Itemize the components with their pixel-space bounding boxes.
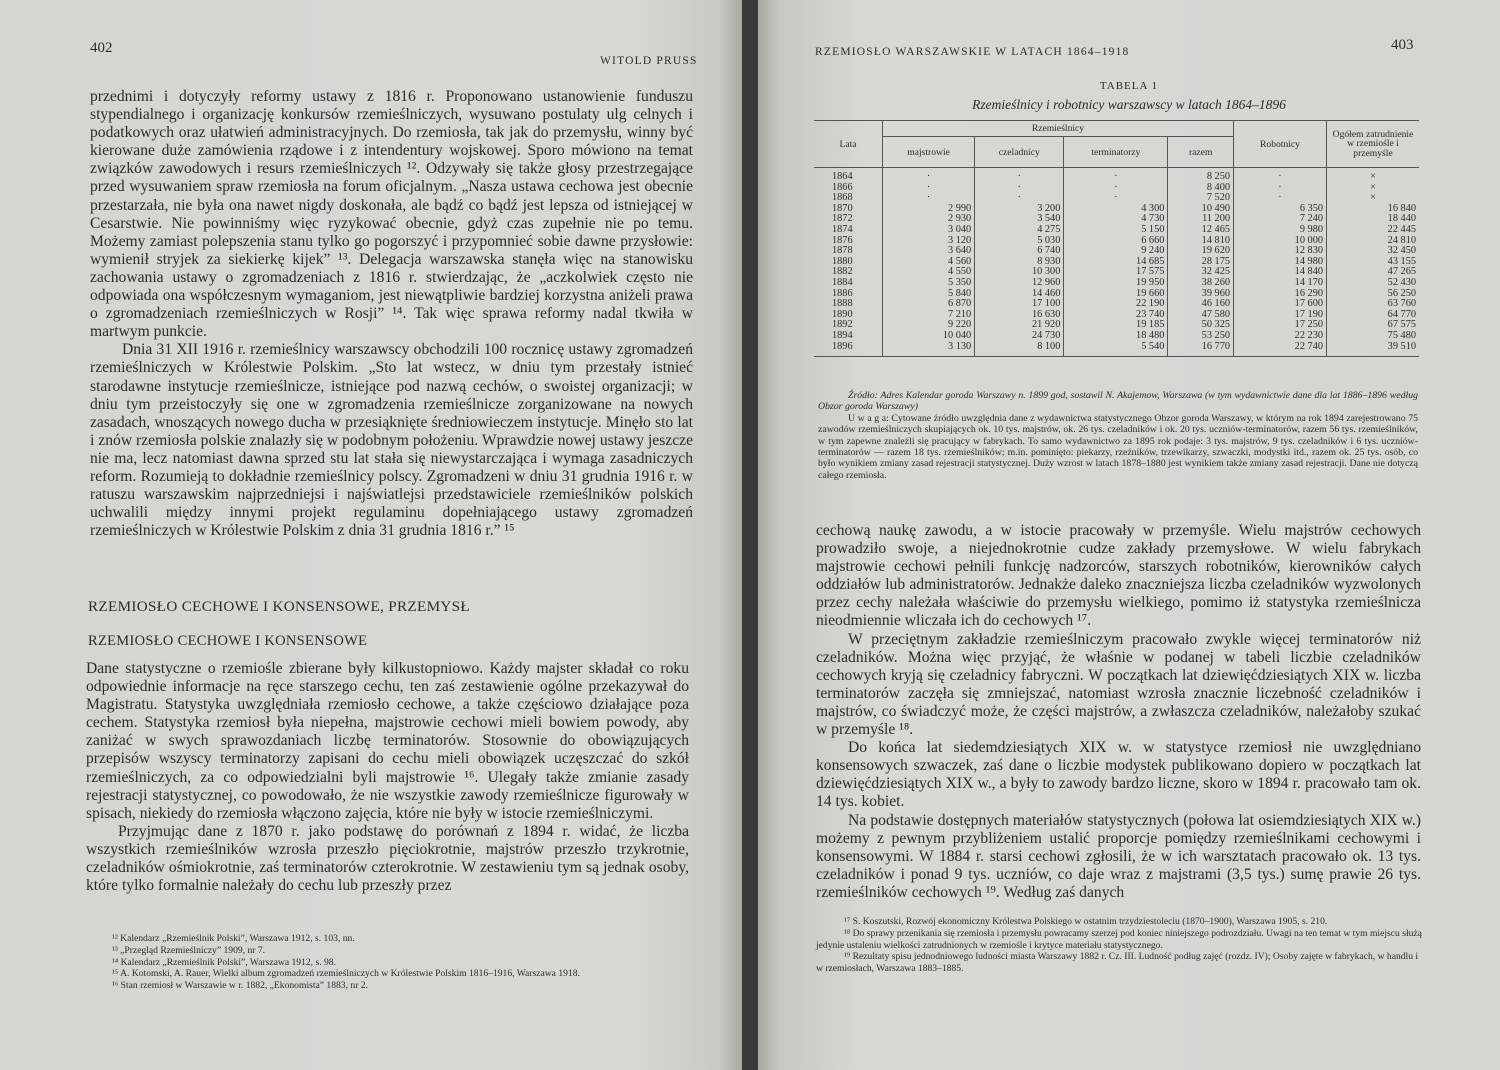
col-header-majstrowie: majstrowie bbox=[883, 137, 975, 168]
table-cell: · bbox=[975, 168, 1064, 183]
table-cell: 4 730 bbox=[1064, 214, 1168, 225]
table-cell: 8 250 bbox=[1168, 168, 1234, 183]
table-cell: 64 770 bbox=[1327, 310, 1420, 321]
table-cell: 1876 bbox=[832, 234, 853, 246]
table-cell: 24 810 bbox=[1327, 236, 1420, 247]
table-cell: · bbox=[975, 183, 1064, 194]
table-cell: 52 430 bbox=[1327, 278, 1420, 289]
table-cell: 6 870 bbox=[883, 299, 975, 310]
table-row bbox=[814, 320, 1419, 331]
table-cell: 17 100 bbox=[975, 299, 1064, 310]
table-cell: 9 240 bbox=[1064, 246, 1168, 257]
table-cell: 22 445 bbox=[1327, 225, 1420, 236]
table-title: Rzemieślnicy i robotnicy warszawscy w latach 1864–1896 bbox=[972, 97, 1286, 112]
col-header-lata: Lata bbox=[814, 121, 883, 168]
footnote: ¹⁵ A. Kotomski, A. Rauer, Wielki album zgromadzeń rzemieślniczych w Królestwie Polskim 1816–1916, Warszawa 1918. bbox=[112, 968, 580, 980]
table-cell: · bbox=[1064, 183, 1168, 194]
body-text bbox=[816, 522, 1421, 902]
table-cell: · bbox=[883, 183, 975, 194]
table-cell: 4 275 bbox=[975, 225, 1064, 236]
table-cell: 8 100 bbox=[975, 342, 1064, 357]
table-cell: 47 580 bbox=[1168, 310, 1234, 321]
table-cell: · bbox=[1234, 168, 1327, 183]
table-cell: · bbox=[1234, 183, 1327, 194]
stats-table bbox=[814, 120, 1419, 357]
table-cell: 3 040 bbox=[883, 225, 975, 236]
table-row bbox=[814, 342, 1419, 357]
table-cell: 21 920 bbox=[975, 320, 1064, 331]
table-cell: 5 840 bbox=[883, 289, 975, 300]
table-cell: 16 840 bbox=[1327, 204, 1420, 215]
table-cell: 50 325 bbox=[1168, 320, 1234, 331]
col-header-robotnicy: Robotnicy bbox=[1234, 121, 1327, 168]
section-heading: RZEMIOSŁO CECHOWE I KONSENSOWE, PRZEMYSŁ bbox=[88, 598, 470, 615]
table-cell: 56 250 bbox=[1327, 289, 1420, 300]
table-cell: 10 040 bbox=[883, 331, 975, 342]
table-cell: 14 460 bbox=[975, 289, 1064, 300]
table-cell: 10 300 bbox=[975, 267, 1064, 278]
footnotes bbox=[84, 933, 689, 992]
table-cell: · bbox=[883, 193, 975, 204]
table-cell: 53 250 bbox=[1168, 331, 1234, 342]
table-cell: 1888 bbox=[832, 298, 853, 310]
table-row bbox=[814, 236, 1419, 247]
paragraph: Do końca lat siedemdziesiątych XIX w. w statystyce rzemiosł nie uwzględniano konsensowych szwaczek, zaś dane o liczbie modystek publikowano dopiero w początkach lat dziewięćdziesiątych XIX w., a były to zawody bardzo liczne, skoro w 1894 r. pracowało tam ok. 14 tys. kobiet. bbox=[816, 739, 1421, 811]
running-head: WITOLD PRUSS bbox=[600, 55, 698, 67]
table-cell: 5 540 bbox=[1064, 342, 1168, 357]
table-cell: 1880 bbox=[832, 255, 853, 267]
table-cell: 5 150 bbox=[1064, 225, 1168, 236]
table-cell: × bbox=[1327, 193, 1420, 204]
table-cell: 22 190 bbox=[1064, 299, 1168, 310]
table-row bbox=[814, 168, 1419, 183]
table-cell: 7 240 bbox=[1234, 214, 1327, 225]
table-cell: 8 400 bbox=[1168, 183, 1234, 194]
table-cell: 18 440 bbox=[1327, 214, 1420, 225]
table-cell: 1872 bbox=[832, 213, 853, 225]
table-cell: 9 220 bbox=[883, 320, 975, 331]
table-cell: 10 490 bbox=[1168, 204, 1234, 215]
table-cell: 14 685 bbox=[1064, 257, 1168, 268]
table-cell: 1886 bbox=[832, 287, 853, 299]
paragraph: cechową naukę zawodu, a w istocie pracowały w przemyśle. Wielu majstrów cechowych prowadziło swoje, a niejednokrotnie cudze zakłady przemysłowe. W wielu fabrykach majstrowie cechowi pełnili funkcję nadzorców, starszych robotników, kierowników całych oddziałów lub administratorów. Jednakże daleko znaczniejsza liczba czeladników wyzwolonych przez cechy należała właściwie do przemysłu wielkiego, pomimo iż statystyka rzemieślnicza nieodmiennie wliczała ich do cechowych ¹⁷. bbox=[816, 522, 1421, 630]
table-cell: 17 575 bbox=[1064, 267, 1168, 278]
col-header-terminatorzy: terminatorzy bbox=[1064, 137, 1168, 168]
table-cell: 1890 bbox=[832, 308, 853, 320]
footnote: ¹³ „Przegląd Rzemieślniczy” 1909, nr 7. bbox=[112, 944, 266, 956]
page-number: 402 bbox=[90, 40, 113, 56]
paragraph: Na podstawie dostępnych materiałów statystycznych (połowa lat osiemdziesiątych XIX w.) możemy z pewnym przybliżeniem ustalić proporcje pomiędzy rzemieślnikami cechowymi i konsensowymi. W 1884 r. starsi cechowi zgłosili, że w ich warsztatach pracowało ok. 13 tys. czeladników i ponad 9 tys. uczniów, co daje wraz z majstrami (3,5 tys.) sumę prawie 26 tys. rzemieślników cechowych ¹⁹. Według zaś danych bbox=[816, 811, 1421, 901]
table-cell: 6 660 bbox=[1064, 236, 1168, 247]
table-cell: 12 465 bbox=[1168, 225, 1234, 236]
book-gutter bbox=[742, 0, 758, 1070]
table-cell: 6 740 bbox=[975, 246, 1064, 257]
paragraph: Dane statystyczne o rzemiośle zbierane były kilkustopniowo. Każdy majster składał co roku odpowiednie informacje na ręce starszego cechu, ten zaś zestawienie ogólne przekazywał do Magistratu. Statystyka uwzględniała rzemiosło cechowe, a także częściowo działające poza cechem. Statystyka rzemiosł była niepełna, majstrowie cechowi mieli bowiem powody, aby zaniżać w swych sprawozdaniach liczbę terminatorów. Stosownie do obowiązujących przepisów wszyscy terminatorzy zapisani do cechu mieli obowiązek uczęszczać do szkół rzemieślniczych, za co odpowiedzialni byli majstrowie ¹⁶. Ulegały także zmianie zasady rejestracji statystycznej, co powodowało, że nie wszystkie zawody rzemieślnicze figurowały w spisach, niekiedy do rzemiosła włączono zajęcia, które nie były w istocie rzemieślniczymi. bbox=[86, 660, 689, 822]
table-cell: 67 575 bbox=[1327, 320, 1420, 331]
table-cell: 3 130 bbox=[883, 342, 975, 357]
table-cell: · bbox=[883, 168, 975, 183]
table-cell: 4 300 bbox=[1064, 204, 1168, 215]
table-cell: 3 200 bbox=[975, 204, 1064, 215]
table-cell: · bbox=[975, 193, 1064, 204]
paragraph: Dnia 31 XII 1916 r. rzemieślnicy warszawscy obchodzili 100 rocznicę ustawy zgromadzeń rzemieślniczych w Królestwie Polskim. „Sto lat wstecz, w dniu tym przestały istnieć starodawne instytucje rzemieślnicze, istniejące pod nazwą cechów, o swoistej organizacji; w dniu tym przeistoczyły się one w zgromadzenia rzemieślnicze zorganizowane na nowych zasadach, wnoszących nowego ducha w przesiąknięte średniowieczem instytucje. Minęło sto lat i znów rzemiosła polskie znalazły się w podobnym położeniu. Wprawdzie nowej ustawy jeszcze nie ma, lecz natomiast dawna sprzed stu lat stała się niewystarczająca i wymaga zasadniczych reform. Rozumieją to dokładnie rzemieślnicy polscy. Zgromadzeni w dniu 31 grudnia 1916 r. w ratuszu warszawskim najprzedniejsi i najświatlejsi przedstawiciele rzemieślników polskich uchwalili między innymi projekt regulaminu dopełniającego ustawy zgromadzeń rzemieślniczych w Królestwie Polskim z dnia 31 grudnia 1816 r.” ¹⁵ bbox=[90, 341, 693, 540]
table-cell: 1882 bbox=[832, 266, 853, 278]
table-cell: 7 520 bbox=[1168, 193, 1234, 204]
table-row bbox=[814, 193, 1419, 204]
table-row bbox=[814, 246, 1419, 257]
table-cell: × bbox=[1327, 183, 1420, 194]
footnote: ¹⁷ S. Koszutski, Rozwój ekonomiczny Królestwa Polskiego w ostatnim trzydziestoleciu (1870–1900), Warszawa 1905, s. 210. bbox=[844, 916, 1328, 927]
col-header-razem: razem bbox=[1168, 137, 1234, 168]
table-remark: U w a g a: Cytowane źródło uwzględnia dane z wydawnictwa statystycznego Obzor goroda Warszawy, w którym na rok 1894 zarejestrowano 75 zawodów rzemieślniczych skupiających ok. 10 tys. majstrów, ok. 26 tys. czeladników i ok. 20 tys. uczniów-terminatorów, razem 56 tys. rzemieślników, w tym zapewne znaleźli się pracujący w fabrykach. To samo wydawnictwo za 1895 rok podaje: 3 tys. majstrów, 9 tys. czeladników i 6 tys. uczniów-terminatorów — razem 18 tys. rzemieślników; m.in. pominięto: piekarzy, rzeźników, trzewikarzy, szwaczki, modystki itd., razem ok. 25 tys. osób, co było wynikiem zmiany zasad rejestracji statystycznej. Duży wzrost w latach 1878–1880 jest wynikiem także zmiany zasad rejestracji. Dane nie dotyczą całego rzemiosła. bbox=[818, 412, 1418, 481]
table-cell: 38 260 bbox=[1168, 278, 1234, 289]
table-row bbox=[814, 299, 1419, 310]
table-cell: × bbox=[1327, 168, 1420, 183]
table-cell: 1864 bbox=[832, 171, 853, 182]
page-number: 403 bbox=[1391, 37, 1414, 53]
table-cell: 28 175 bbox=[1168, 257, 1234, 268]
footnote: ¹⁴ Kalendarz „Rzemieślnik Polski”, Warszawa 1912, s. 98. bbox=[112, 956, 337, 968]
table-cell: 16 630 bbox=[975, 310, 1064, 321]
right-page bbox=[758, 0, 1500, 1070]
table-row bbox=[814, 204, 1419, 215]
table-cell: 12 960 bbox=[975, 278, 1064, 289]
table-cell: 1884 bbox=[832, 276, 853, 288]
table-cell: 8 930 bbox=[975, 257, 1064, 268]
table-cell: 24 730 bbox=[975, 331, 1064, 342]
table-cell: 17 600 bbox=[1234, 299, 1327, 310]
table-cell: 43 155 bbox=[1327, 257, 1420, 268]
paragraph: Przyjmując dane z 1870 r. jako podstawę do porównań z 1894 r. widać, że liczba wszystkich rzemieślników wzrosła przeszło pięciokrotnie, majstrów przeszło trzykrotnie, czeladników ośmiokrotnie, zaś terminatorów czterokrotnie. W zestawieniu tym są jednak osoby, które tylko formalnie należały do cechu lub przeszły przez bbox=[86, 822, 689, 895]
paragraph: W przeciętnym zakładzie rzemieślniczym pracowało zwykle więcej terminatorów niż czeladników. Można więc przyjąć, że właśnie w podanej w tabeli liczbie czeladników cechowych kryją się czeladnicy fabryczni. W początkach lat dziewięćdziesiątych XIX w. liczba terminatorów zaczęła się zmniejszać, natomiast wzrosła znacznie liczebność czeladników i majstrów, co świadczyć może, że części majstrów, a zwłaszcza czeladników, należałoby szukać w przemyśle ¹⁸. bbox=[816, 630, 1421, 739]
footnote: ¹⁸ Do sprawy przenikania się rzemiosła i przemysłu powracamy szerzej pod koniec niniejszego podrozdziału. Uwagi na ten temat w tym miejscu służą jedynie ustaleniu wielkości zatrudnionych w rzemiośle i krytyce materiału statystycznego. bbox=[816, 927, 1422, 951]
table-cell: 39 960 bbox=[1168, 289, 1234, 300]
table-row bbox=[814, 289, 1419, 300]
left-page bbox=[0, 0, 742, 1070]
table-cell: 32 450 bbox=[1327, 246, 1420, 257]
table-cell: 19 950 bbox=[1064, 278, 1168, 289]
table-cell: 12 830 bbox=[1234, 246, 1327, 257]
table-cell: 47 265 bbox=[1327, 267, 1420, 278]
table-cell: 39 510 bbox=[1327, 342, 1420, 357]
table-cell: 32 425 bbox=[1168, 267, 1234, 278]
table-cell: 46 160 bbox=[1168, 299, 1234, 310]
table-cell: 19 620 bbox=[1168, 246, 1234, 257]
table-cell: 3 540 bbox=[975, 214, 1064, 225]
table-cell: 23 740 bbox=[1064, 310, 1168, 321]
footnote: ¹⁹ Rezultaty spisu jednodniowego ludności miasta Warszawy 1882 r. Cz. III. Ludność podług zajęć (rozdz. IV); Osoby zajęte w fabrykach, w handlu i w rzemiosłach, Warszawa 1883–1885. bbox=[816, 951, 1419, 975]
table-cell: 3 120 bbox=[883, 236, 975, 247]
table-cell: 17 250 bbox=[1234, 320, 1327, 331]
table-cell: 19 660 bbox=[1064, 289, 1168, 300]
footnotes bbox=[816, 916, 1422, 975]
table-cell: 11 200 bbox=[1168, 214, 1234, 225]
table-cell: 1894 bbox=[832, 329, 853, 341]
table-cell: 7 210 bbox=[883, 310, 975, 321]
table-source bbox=[818, 390, 1418, 481]
table-cell: 1868 bbox=[832, 192, 853, 204]
table-cell: 5 030 bbox=[975, 236, 1064, 247]
table-cell: 4 560 bbox=[883, 257, 975, 268]
table-cell: 5 350 bbox=[883, 278, 975, 289]
col-header-ogolem: Ogółem zatrudnienie w rzemiośle i przemyśle bbox=[1327, 121, 1420, 168]
table-cell: 75 480 bbox=[1327, 331, 1420, 342]
table-row bbox=[814, 278, 1419, 289]
footnote: ¹² Kalendarz „Rzemieślnik Polski”, Warszawa 1912, s. 103, nn. bbox=[112, 933, 355, 944]
table-cell: 63 760 bbox=[1327, 299, 1420, 310]
table-cell: · bbox=[1234, 193, 1327, 204]
table-cell: 10 000 bbox=[1234, 236, 1327, 247]
table-cell: 17 190 bbox=[1234, 310, 1327, 321]
table-cell: · bbox=[1064, 193, 1168, 204]
table-row bbox=[814, 257, 1419, 268]
table-cell: 14 840 bbox=[1234, 267, 1327, 278]
table-cell: 9 980 bbox=[1234, 225, 1327, 236]
table-cell: 1870 bbox=[832, 202, 853, 214]
table-cell: 1878 bbox=[832, 245, 853, 257]
running-head: RZEMIOSŁO WARSZAWSKIE W LATACH 1864–1918 bbox=[815, 46, 1130, 58]
source-note: Źródło: Adres Kalendar goroda Warszawy n. 1899 god, sostawil N. Akajemow, Warszawa (w tym wydawnictwie dane dla lat 1886–1896 według Obzor goroda Warszawy) bbox=[818, 390, 1418, 413]
body-text bbox=[90, 88, 693, 540]
paragraph: przednimi i dotyczyły reformy ustawy z 1816 r. Proponowano ustanowienie funduszu stypendialnego i organizację konkursów rzemieślniczych, wysuwano postulaty ulg celnych i podatkowych oraz ułatwień administracyjnych. Do rzemiosła, tak jak do przemysłu, winny być kierowane duże zamówienia rządowe i z intendentury wojskowej. Sporo mówiono na temat związków zawodowych i resurs rzemieślniczych ¹². Odzywały się także głosy przestrzegające przed wysuwaniem spraw rzemiosła na forum oficjalnym. „Nasza ustawa cechowa jest obecnie przestarzała, nie była ona nawet nigdy doskonała, ale bądź co bądź jest lepsza od istniejącej w Cesarstwie. Nie powinniśmy więc ryzykować obecnie, gdyż czas zupełnie nie po temu. Możemy zamiast polepszenia stanu tylko go pogorszyć i przypomnieć sobie dawne przysłowie: wymienił stryjek za siekierkę kijek” ¹³. Delegacja warszawska stanęła więc na stanowisku zachowania ustawy o zgromadzeniach z 1816 r. stwierdzając, że „aczkolwiek często nie odpowiada ona współczesnym wymaganiom, jest niewątpliwie bardziej korzystna aniżeli prawa o zgromadzeniach rzemieślniczych w Rosji” ¹⁴. Tak więc sprawa reformy nadal tkwiła w martwym punkcie. bbox=[90, 88, 693, 341]
table-row bbox=[814, 214, 1419, 225]
table-cell: 16 290 bbox=[1234, 289, 1327, 300]
body-text-2 bbox=[86, 660, 689, 895]
table-row bbox=[814, 331, 1419, 342]
table-body bbox=[814, 168, 1419, 357]
table-cell: 2 930 bbox=[883, 214, 975, 225]
table-row bbox=[814, 267, 1419, 278]
table-cell: 18 480 bbox=[1064, 331, 1168, 342]
table-cell: 2 990 bbox=[883, 204, 975, 215]
table-cell: 14 810 bbox=[1168, 236, 1234, 247]
table-cell: 3 640 bbox=[883, 246, 975, 257]
footnote: ¹⁶ Stan rzemiosł w Warszawie w r. 1882, „Ekonomista” 1883, nr 2. bbox=[112, 980, 368, 992]
table-cell: 16 770 bbox=[1168, 342, 1234, 357]
table-cell: 14 170 bbox=[1234, 278, 1327, 289]
col-header-czeladnicy: czeladnicy bbox=[975, 137, 1064, 168]
table-cell: 6 350 bbox=[1234, 204, 1327, 215]
table-cell: 22 230 bbox=[1234, 331, 1327, 342]
table-cell: 22 740 bbox=[1234, 342, 1327, 357]
table-cell: 14 980 bbox=[1234, 257, 1327, 268]
table-cell: 1892 bbox=[832, 319, 853, 331]
table-cell: 19 185 bbox=[1064, 320, 1168, 331]
table-label: TABELA 1 bbox=[1099, 80, 1159, 92]
subsection-heading: RZEMIOSŁO CECHOWE I KONSENSOWE bbox=[88, 633, 368, 649]
table-cell: · bbox=[1064, 168, 1168, 183]
table-row bbox=[814, 310, 1419, 321]
table-cell: 4 550 bbox=[883, 267, 975, 278]
table-row bbox=[814, 225, 1419, 236]
col-header-rzemieslnicy: Rzemieślnicy bbox=[883, 121, 1234, 137]
table-cell: 1896 bbox=[814, 342, 883, 357]
table-cell: 1866 bbox=[832, 181, 853, 193]
table-cell: 1874 bbox=[832, 223, 853, 235]
